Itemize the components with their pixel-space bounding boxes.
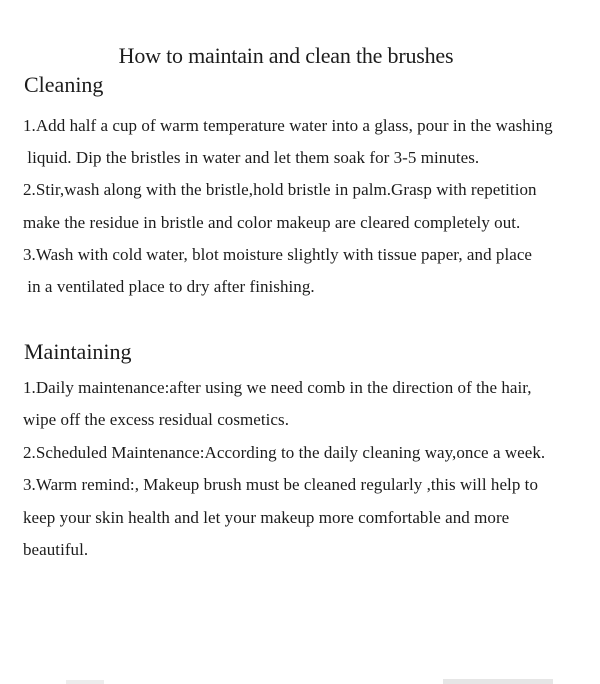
text-line: 3.Warm remind:, Makeup brush must be cleaned regularly ,this will help to (23, 475, 538, 494)
cropped-photo-edge-right (443, 679, 553, 684)
text-line: in a ventilated place to dry after finishing. (23, 276, 315, 296)
text-line: 2.Scheduled Maintenance:According to the daily cleaning way,once a week. (23, 442, 546, 462)
text-line: wipe off the excess residual cosmetics. (23, 410, 289, 429)
cleaning-instructions (23, 110, 553, 303)
text-line: keep your skin health and let your makeup more comfortable and more (23, 507, 510, 527)
text-line: 1.Daily maintenance:after using we need comb in the direction of the hair, (23, 377, 532, 397)
text-line: 2.Stir,wash along with the bristle,hold bristle in palm.Grasp with repetition (23, 180, 537, 200)
section-heading-cleaning: Cleaning (24, 72, 104, 97)
cropped-photo-edge-left (66, 680, 104, 684)
maintaining-instructions (23, 372, 545, 567)
text-line: make the residue in bristle and color makeup are cleared completely out. (23, 212, 521, 232)
page-title: How to maintain and clean the brushes (118, 43, 454, 68)
text-line: 3.Wash with cold water, blot moisture slightly with tissue paper, and place (23, 244, 533, 264)
section-heading-maintaining: Maintaining (24, 339, 132, 364)
text-line: liquid. Dip the bristles in water and let them soak for 3-5 minutes. (23, 148, 480, 168)
text-line: beautiful. (23, 540, 89, 559)
text-line: 1.Add half a cup of warm temperature water into a glass, pour in the washing (23, 116, 553, 135)
